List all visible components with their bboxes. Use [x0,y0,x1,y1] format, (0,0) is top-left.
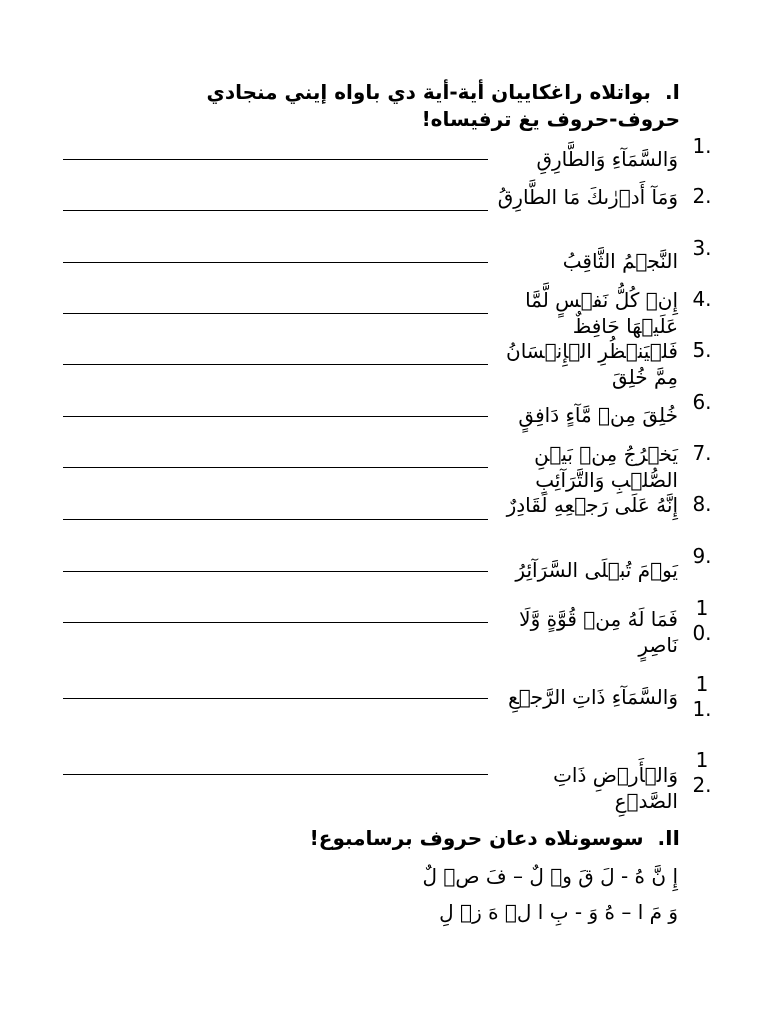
question-verse: وَمَآ أَدۡرٰىكَ مَا الطَّارِقُ [497,185,678,209]
answer-line[interactable] [63,467,488,468]
question-verse: وَالسَّمَآءِ وَالطَّارِقِ [536,147,678,171]
question-number: 6. [692,390,712,414]
question-verse: خُلِقَ مِنۡ مَّآءٍ دَافِقٍ [518,403,678,427]
answer-line[interactable] [63,519,488,520]
question-verse: إِنَّهُ عَلَى رَجۡعِهِ لَقَادِرٌ [506,493,678,517]
question-number: 9. [692,544,712,568]
answer-line[interactable] [63,210,488,211]
question-verse: وَالسَّمَآءِ ذَاتِ الرَّجۡعِ [508,685,678,709]
question-number: 11. [692,672,712,721]
section-1-instruction: بواتلاه راغكاييان أية-أية دي باواه إيني منجادي حروف-حروف يغ ترفيساه! [206,80,680,131]
answer-line[interactable] [63,416,488,417]
answer-line[interactable] [63,159,488,160]
exercise-letters: إِ نَّ هُ - لَ قَ وۡ لٌ – فَ صۡ لٌ [422,864,678,888]
question-verse: فَمَا لَهُ مِنۡ قُوَّةٍ وَّلَا نَاصِرٍ [519,607,678,657]
question-verse: إِنۡ كُلُّ نَفۡسٍ لَّمَّا عَلَيۡهَا حَافِظٌ [525,288,678,338]
question-number: 1. [692,134,712,158]
question-verse: وَالۡأَرۡضِ ذَاتِ الصَّدۡعِ [553,763,678,813]
question-verse: يَخۡرُجُ مِنۡ بَيۡنِ الصُّلۡبِ وَالتَّرَآئِبِ [534,442,678,492]
question-number: 3. [692,236,712,260]
section-2-instruction: سوسونلاه دعان حروف برسامبوع! [309,826,644,850]
section-1-heading [160,79,680,133]
answer-line[interactable] [63,774,488,775]
question-verse: يَوۡمَ تُبۡلَى السَّرَآئِرُ [515,558,678,582]
section-2-heading [160,825,680,852]
answer-line[interactable] [63,364,488,365]
answer-line[interactable] [63,698,488,699]
question-number: 8. [692,492,712,516]
question-verse: النَّجۡمُ الثَّاقِبُ [562,249,678,273]
section-1-marker: I. [664,80,680,104]
question-number: 5. [692,338,712,362]
question-number: 7. [692,441,712,465]
answer-line[interactable] [63,313,488,314]
exercise-letters: وَ مَ ا – هُ وَ - بِ ا لۡ هَ زۡ لِ [439,900,678,924]
answer-line[interactable] [63,571,488,572]
section-2-marker: II. [657,826,680,850]
question-number: 12. [692,748,712,797]
question-number: 4. [692,287,712,311]
answer-line[interactable] [63,622,488,623]
question-number: 10. [692,596,712,645]
question-verse: فَلۡيَنۡظُرِ الۡإِنۡسَانُ مِمَّ خُلِقَ [506,339,678,389]
answer-line[interactable] [63,262,488,263]
question-number: 2. [692,184,712,208]
